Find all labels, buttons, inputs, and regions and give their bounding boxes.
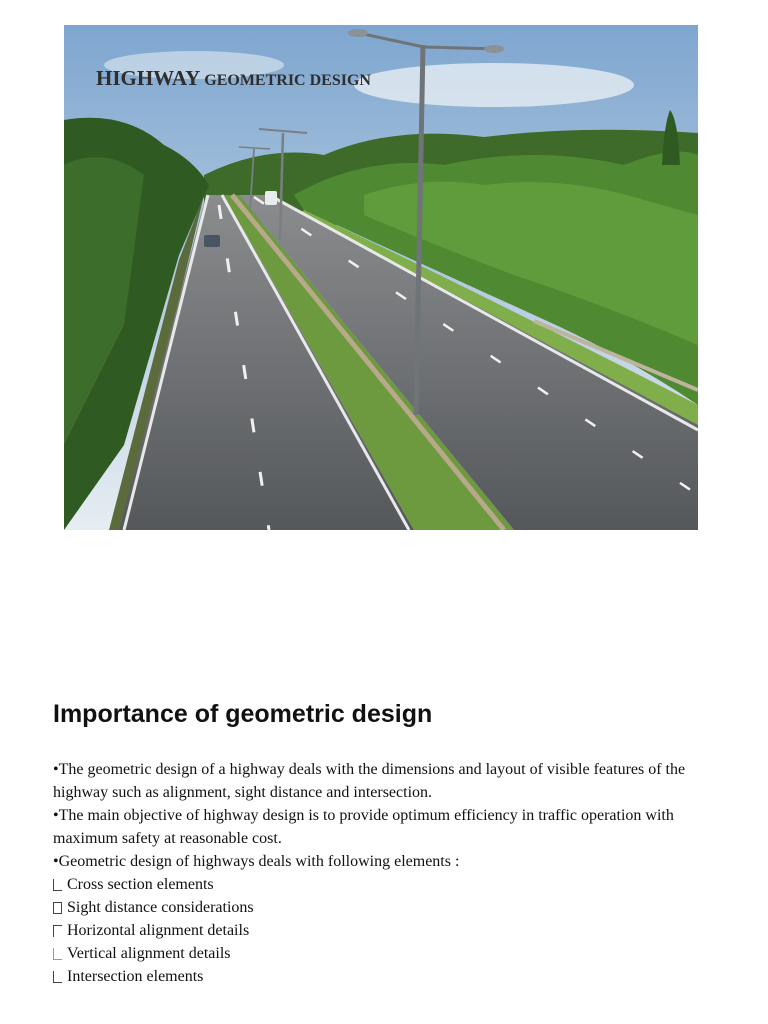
paragraph-elements-intro: •Geometric design of highways deals with following elements : bbox=[53, 853, 460, 870]
list-item-label: Vertical alignment details bbox=[67, 945, 231, 962]
list-item-label: Intersection elements bbox=[67, 968, 204, 985]
section-heading: Importance of geometric design bbox=[53, 700, 433, 728]
bullet-glyph-icon bbox=[53, 971, 62, 983]
bullet-glyph-icon bbox=[53, 948, 62, 960]
highway-photo bbox=[64, 25, 698, 530]
list-item bbox=[53, 896, 723, 919]
list-item bbox=[53, 873, 723, 896]
elements-list bbox=[53, 873, 723, 988]
slide-title bbox=[96, 66, 371, 91]
list-item-label: Horizontal alignment details bbox=[67, 922, 250, 939]
list-item-label: Sight distance considerations bbox=[67, 899, 254, 916]
section-body bbox=[53, 758, 723, 988]
list-item bbox=[53, 919, 723, 942]
bullet-glyph-icon bbox=[53, 879, 62, 891]
list-item-label: Cross section elements bbox=[67, 876, 214, 893]
slide-title-sub: GEOMETRIC DESIGN bbox=[204, 72, 371, 89]
list-item bbox=[53, 965, 723, 988]
paragraph-definition: •The geometric design of a highway deals with the dimensions and layout of visible features of the highway such as alignment, sight distance and intersection. bbox=[53, 761, 686, 801]
highway-illustration bbox=[64, 25, 698, 530]
bullet-glyph-icon bbox=[53, 925, 62, 937]
slide-title-main: HIGHWAY bbox=[96, 66, 201, 90]
list-item bbox=[53, 942, 723, 965]
paragraph-objective: •The main objective of highway design is to provide optimum efficiency in traffic operation with maximum safety at reasonable cost. bbox=[53, 807, 674, 847]
bullet-glyph-icon bbox=[53, 902, 62, 914]
